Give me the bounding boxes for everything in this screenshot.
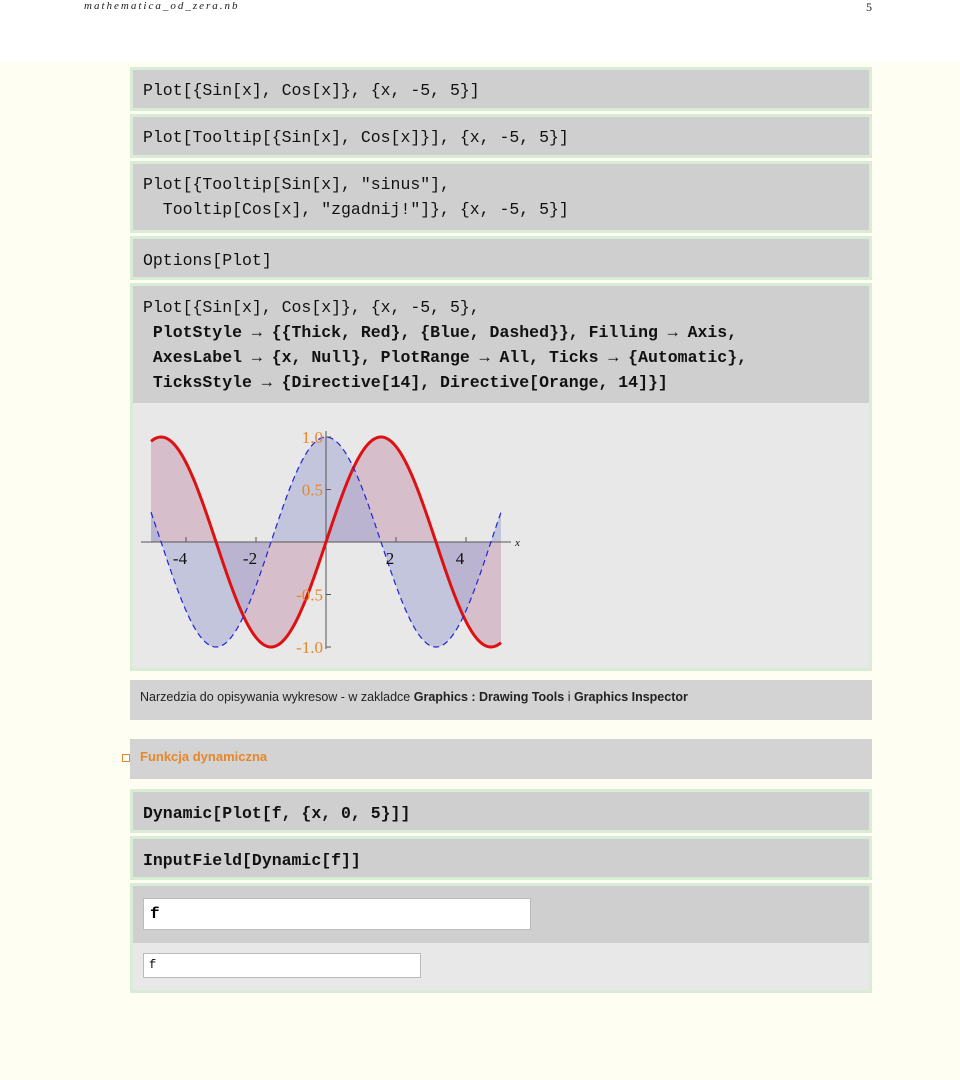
input-cell-options[interactable]	[130, 236, 872, 280]
code-line: TicksStyle → {Directive[14], Directive[Orange, 14]}]	[143, 373, 668, 392]
x-tick-label: 2	[385, 549, 395, 568]
input-cell-plot-styled[interactable]	[130, 283, 872, 403]
page-header	[0, 0, 960, 62]
code-line: PlotStyle → {{Thick, Red}, {Blue, Dashed}}, Filling → Axis,	[143, 323, 738, 342]
code-line: AxesLabel → {x, Null}, PlotRange → All, Ticks → {Automatic},	[143, 348, 747, 367]
output-cell-inputfield	[130, 883, 872, 943]
x-tick-label: 4	[455, 549, 465, 568]
text-bold-graphics-inspector: Graphics Inspector	[573, 690, 688, 704]
code-line: Plot[Tooltip[{Sin[x], Cos[x]}], {x, -5, 5}]	[143, 128, 569, 147]
input-field-f-small[interactable]: f	[143, 953, 421, 978]
plot-output-cell	[130, 403, 872, 671]
y-tick-label: 1.0	[301, 428, 323, 447]
x-tick-label: -4	[172, 549, 188, 568]
output-cell-dynamic	[130, 943, 872, 993]
x-axis-label: x	[515, 537, 520, 549]
y-tick-label: 0.5	[301, 480, 323, 500]
code-line: Plot[{Sin[x], Cos[x]}, {x, -5, 5}]	[143, 81, 480, 100]
code-line: Options[Plot]	[143, 251, 272, 270]
text-bold-drawing-tools: Graphics : Drawing Tools	[413, 690, 565, 704]
input-cell-plot[interactable]	[130, 67, 872, 111]
code-line: Dynamic[Plot[f, {x, 0, 5}]]	[143, 804, 411, 823]
input-field-f[interactable]: f	[143, 898, 531, 930]
sin-cos-plot[interactable]	[141, 425, 541, 665]
page-number: 5	[866, 0, 872, 14]
input-cell-inputfield[interactable]	[130, 836, 872, 880]
y-tick-label: -1.0	[296, 638, 323, 657]
code-line: Tooltip[Cos[x], "zgadnij!"]}, {x, -5, 5}]	[143, 200, 569, 219]
text-middle: i	[564, 690, 574, 704]
section-bullet-icon	[122, 754, 130, 762]
code-line: Plot[{Tooltip[Sin[x], "sinus"],	[143, 175, 450, 194]
code-line: Plot[{Sin[x], Cos[x]}, {x, -5, 5},	[143, 298, 480, 317]
x-tick-label: -2	[242, 549, 258, 568]
document-name: mathematica_od_zera.nb	[84, 0, 240, 12]
input-cell-plot-tooltip-labels[interactable]	[130, 161, 872, 233]
input-cell-dynamic-plot[interactable]	[130, 789, 872, 833]
code-line: InputField[Dynamic[f]]	[143, 851, 361, 870]
text-prefix: Narzedzia do opisywania wykresow - w zakladce	[140, 690, 414, 704]
input-cell-plot-tooltip[interactable]	[130, 114, 872, 158]
section-title[interactable]: Funkcja dynamiczna	[130, 739, 872, 779]
text-cell-drawing-tools	[130, 680, 872, 720]
y-tick-label: -0.5	[296, 585, 323, 605]
